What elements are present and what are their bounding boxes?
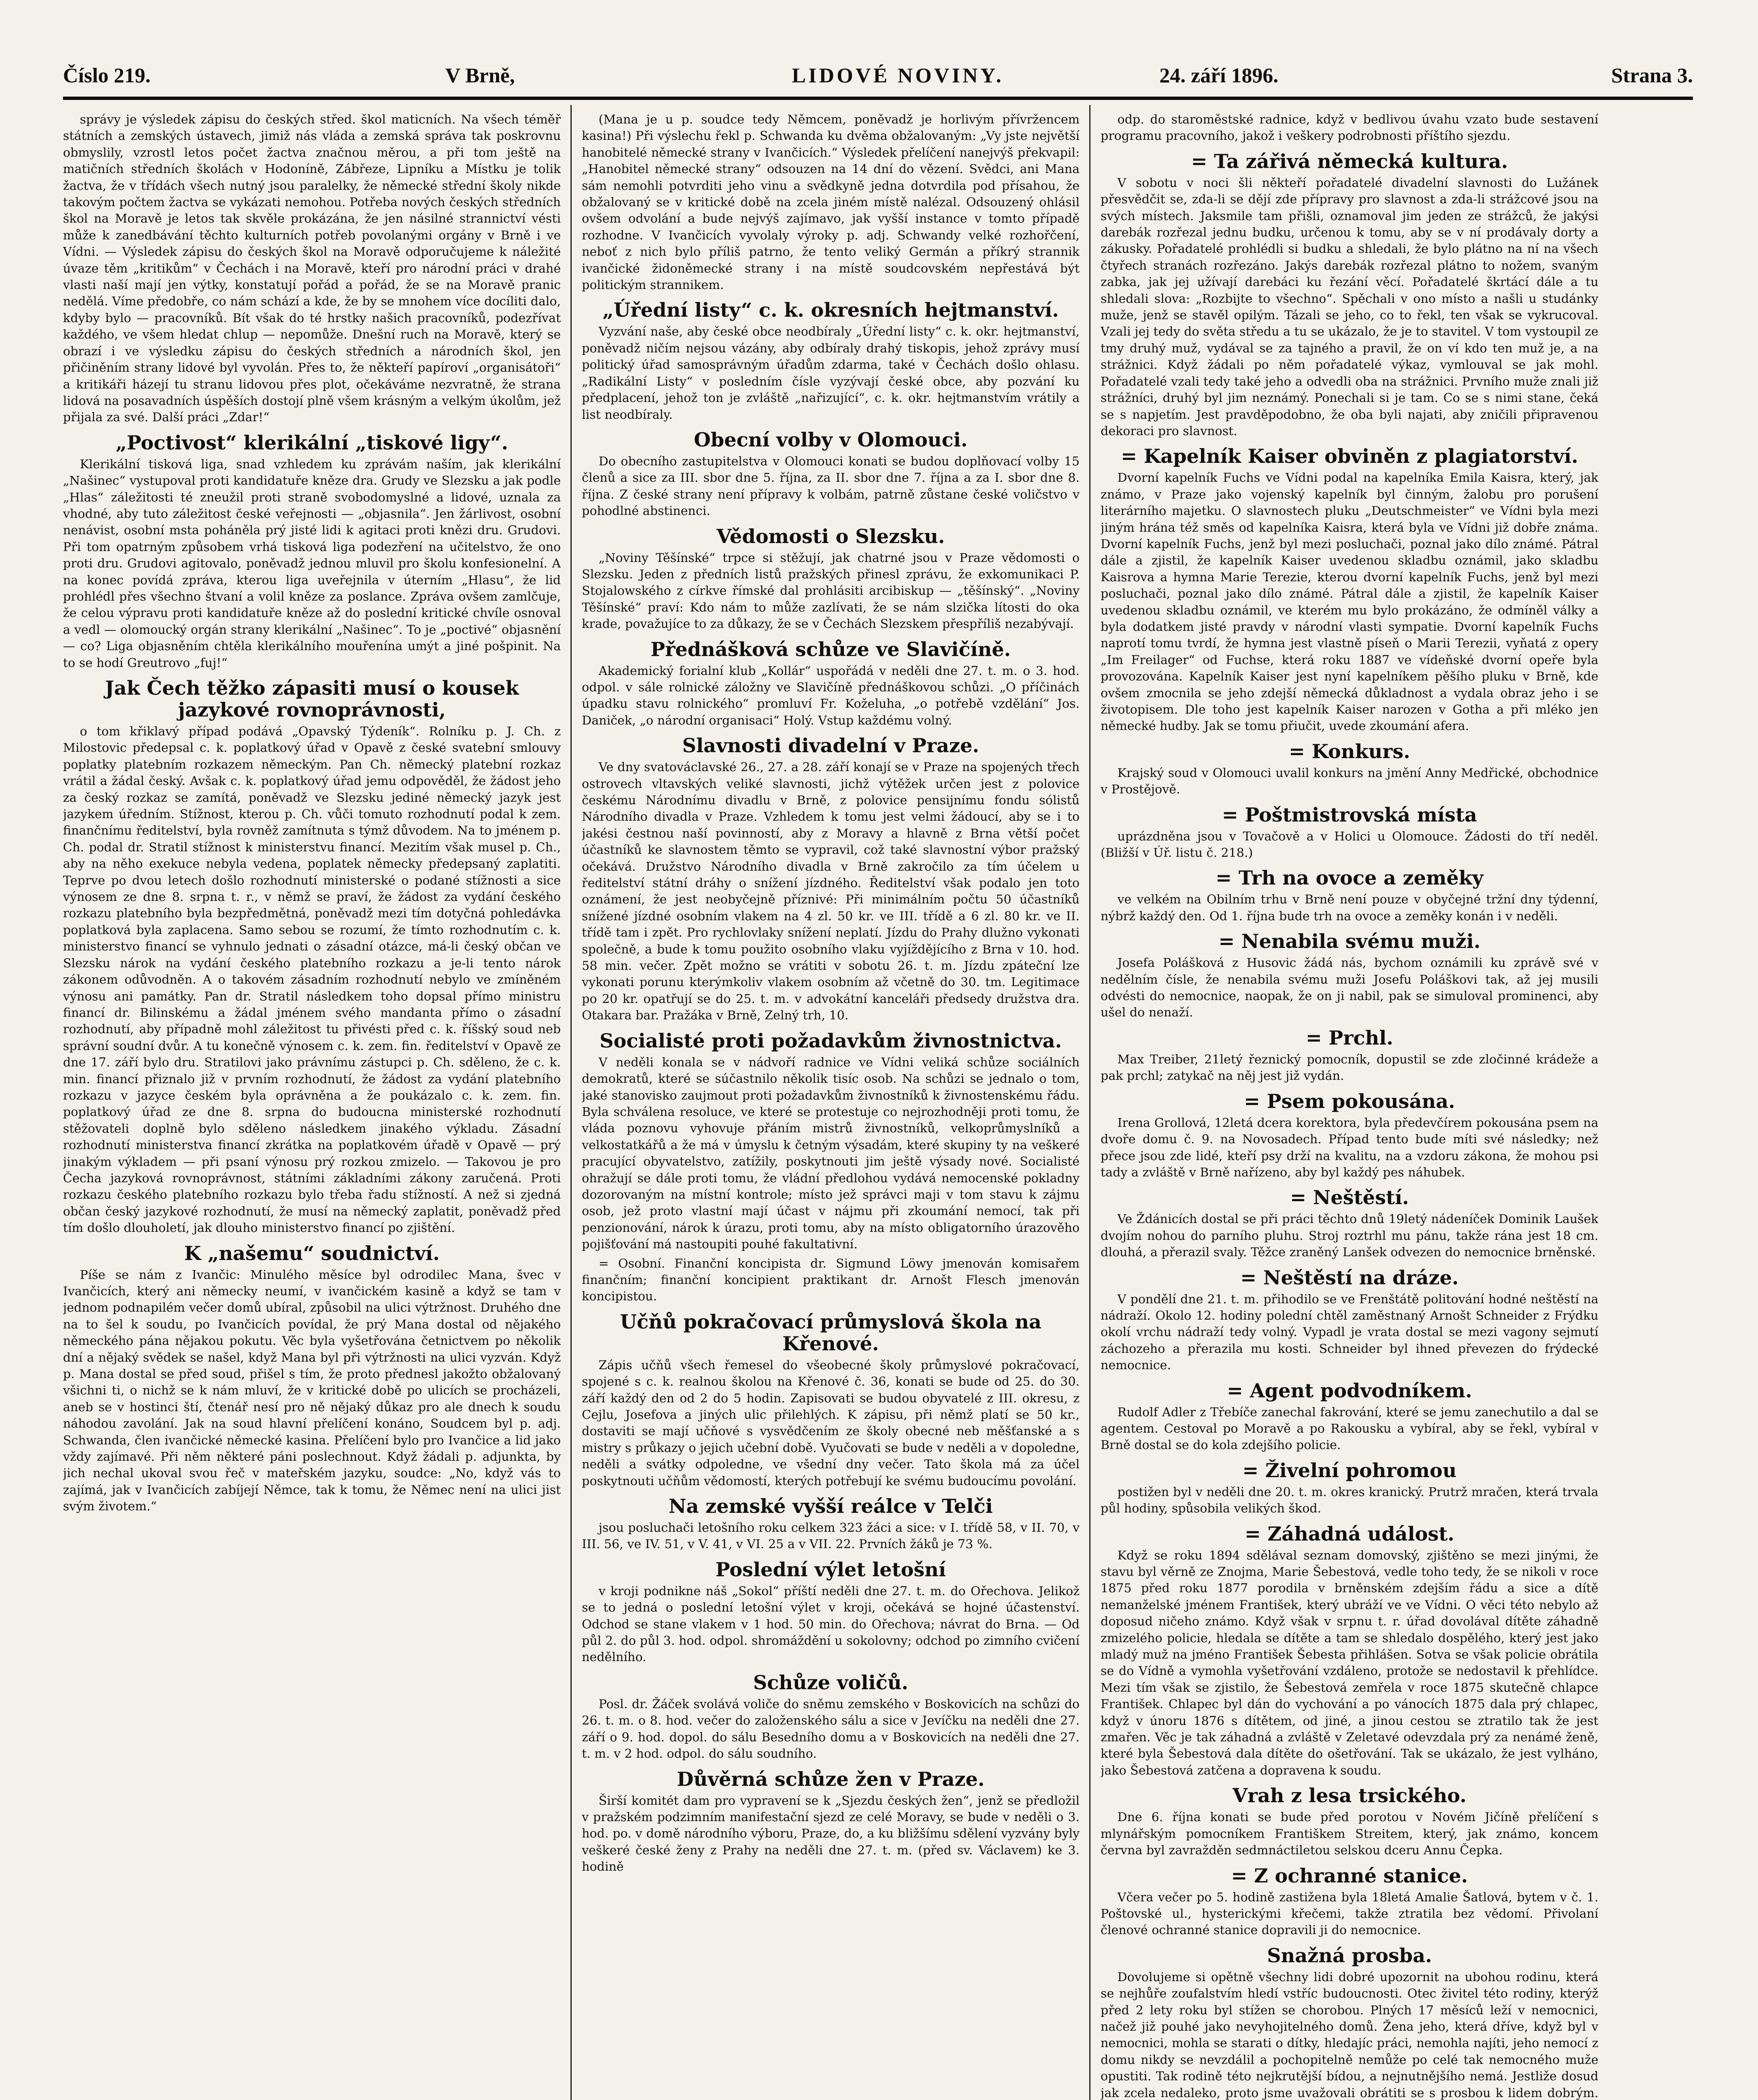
article-body: jsou posluchači letošního roku celkem 323 žáci a sice: v I. třídě 58, v II. 70, v III. 56, ve IV. 51, v V. 41, v VI. 25 a v VII. 22. Prvních žáků je 73 %.	[582, 1520, 1080, 1551]
article-body: ve velkém na Obilním trhu v Brně není pouze v obyčejné tržní dny týdenní, nýbrž každý den. Od 1. října bude trh na ovoce a zeměky konán i v neděli.	[1101, 892, 1598, 923]
article-headline: Důvěrná schůze žen v Praze.	[677, 1767, 985, 1790]
article	[63, 432, 561, 671]
article-body: Ve dny svatováclavské 26., 27. a 28. září konají se v Praze na spojených třech ostrovech vltavských veliké slavnosti, jichž výtěžek určen jest z polovice českému Národnímu divadlu v Brně, z polovice pensijnímu fondu sólistů Národního divadla v Praze. Vzhledem k tomu jest velmi žádoucí, aby se i to jakési čestnou naší povinností, aby z Moravy a hlavně z Brna větší počet účastníků ke slavnostem těmto se vypravil, což také slavnostní výbor pražský očekává. Družstvo Národního divadla v Brně zakročilo za tím účelem u ředitelství státní dráhy o snížení jízdného. Ředitelství však podalo jen toto oznámení, že jest neobyčejně příznivé: Při minimálním počtu 50 účastníků snížené jízdné osobním vlakem na 4 zl. 50 kr. ve III. třídě a 6 zl. 80 kr. ve II. třídě tam i zpět. Pro rychlovlaky snížení neplatí. Jízdu do Prahy dlužno vykonati společně, a bude k tomu použito osobního vlaku vyjíždějícího z Brna v 10. hod. 58 min. večer. Zpět možno se vrátiti v sobotu 26. t. m. Jízdu zpáteční lze vykonati porunu kterýmkoliv vlakem osobním až včetně do 30. tm. Legitimace po 20 kr. opatřují se do 25. t. m. v advokátní kanceláři předsedy družstva dra. Otakara bar. Pražáka v Brně, Zelný trh, 10.	[582, 760, 1080, 1023]
article-body: uprázdněna jsou v Tovačově a v Holici u Olomouce. Žádosti do tří neděl. (Bližší v Úř. listu č. 218.)	[1101, 829, 1598, 860]
issue-number: Číslo 219.	[63, 63, 151, 87]
article	[582, 638, 1080, 729]
article-body: Irena Grollová, 12letá dcera korektora, byla předevčírem pokousána psem na dvoře domu č. 9. na Novosadech. Případ tento bude míti své následky; než přece jsou zde lidé, kteří psy drží na kvalitu, na a vzdoru zákona, že mohou psi tady a zvláště v Brně nařízeno, aby byl každý pes náhubek.	[1101, 1115, 1598, 1179]
masthead	[63, 63, 1693, 100]
article-body: správy je výsledek zápisu do českých střed. škol maticních. Na všech téměř státních a zemských ústavech, jimiž nás vláda a zemská správa tak poskrovnu obmyslily, vzrostl letos počet žactva značnou měrou, a při tom ještě na matičních středních školách v Hodoníně, Zábřeze, Lipníku a Místku je tolik žactva, že v třídách všech nutný jsou paralelky, že německé střední školy nikde takovým počtem žactva se vykázati nemohou. Potřeba nových českých středních škol na Moravě je letos tak skvěle prokázána, že jen násilné strannictví vésti může k zanedbávání těchto kulturních potřeb povolanými orgány v Brně i ve Vídni. — Výsledek zápisu do českých škol na Moravě odporučujeme k náležité úvaze těm „kritikům“ v Čechách i na Moravě, kteří pro národní práci v drahé vlasti naší mají jen výtky, konstatují pořád a pořád, že se na Moravě pranic nedělá. Víme předobře, co nám schází a kde, že by se mnohem více docíliti dalo, kdyby bylo — pracovníků. Bít však do té hrstky našich pracovníků, podezřívat každého, ve všem hledat chlup — nepomůže. Dnešní ruch na Moravě, který se obrazí i ve výsledku zápisu do českých středních a národních škol, jen přičiněním strany lidové byl vyvolán. Přes to, že někteří papíroví „organisátoři“ a kritikáři házejí tu stranu lidovou přes plot, očekáváme nezvratně, že strana lidová na posavadních úspěších dostojí plně všem krásným a velkým úkolům, jež přijala za své. Další práci „Zdar!“	[63, 112, 561, 425]
column-rule	[1089, 105, 1091, 2100]
article	[63, 677, 561, 1236]
article	[1101, 111, 1598, 144]
article-headline: Schůze voličů.	[753, 1671, 909, 1694]
article-headline: Vrah z lesa trsického.	[1232, 1784, 1467, 1807]
article-body: Dne 6. října konati se bude před porotou v Novém Jičíně přelíčení s mlynářským pomocníkem Františkem Streitem, který, jak známo, koncem června byl zavražděn sedmnáctiletou selskou dceru Annu Čepka.	[1101, 1810, 1598, 1858]
article-headline: Socialisté proti požadavkům živnostnictva.	[599, 1029, 1062, 1052]
article	[1101, 740, 1598, 798]
article-headline: Poslední výlet letošní	[715, 1558, 946, 1581]
article-headline: = Živelní pohromou	[1242, 1459, 1457, 1482]
article	[1101, 1380, 1598, 1454]
article-headline: Přednášková schůze ve Slavičíně.	[650, 638, 1011, 661]
article-body: v kroji podnikne náš „Sokol“ příští neděli dne 27. t. m. do Ořechova. Jelikož se to jedná o poslední letošní výlet v kroji, očekává se hojné účastenství. Odchod se stane vlakem v 1 hod. 50 min. do Ořechova; návrat do Brna. — Od půl 2. do půl 3. hod. odpol. shromáždění u sokolovny; odchod po zimního cvičení nedělního.	[582, 1583, 1080, 1664]
article	[582, 299, 1080, 423]
article-body: Píše se nám z Ivančic: Minulého měsíce byl odrodilec Mana, švec v Ivančicích, který ani německy neumí, v ivančickém kasině a když se tam v jednom podnapilém večer domů ubíral, způsobil na ulici výtržnost. Druhého dne na to šel k soudu, po Ivančicích povídal, že prý Mana dostal od nějakého německého pána nějakou pokutu. Věc byla vyšetřována četnictvem po několik dní a nějaký svědek se našel, když Mana byl při výtržnosti na ulici vyzván. Když p. Mana dostal se před soud, přišel s tím, že proto přednesl jakožto obžalovaný všichni ti, o nichž se k nám mluví, že v kritické době po ulicích se procházeli, aneb se v hostinci ští, čtenář nesí pro ně nějaký důkaz pro ale dnech k soudu náhodou zavolání. Jak na soud hlavní přelíčení konáno, Soudcem byl p. adj. Schwanda, člen ivančické německé kasina. Přelíčení bylo pro Ivančice a lid jako vždy zajímavé. Při něm některé páni poslechnout. Když žádali p. adjunkta, by jich nechal ukoval svou řeč v mateřském jazyku, soudce: „No, když vás to zajímá, jak v Ivančicích zabíjejí Němce, tak k tomu, že Němec není na ulici jist svým životem.“	[63, 1267, 561, 1514]
article	[582, 1495, 1080, 1553]
article-headline: Slavnosti divadelní v Praze.	[682, 734, 979, 757]
article-body: (Mana je u p. soudce tedy Němcem, poněvadž je horlivým přívržencem kasina!) Při výslechu řekl p. Schwanda ku dvěma obžalovaným: „Vy jste největší hanobitelé německé strany v Ivančicích.“ Výsledek přelíčení nanejvýš překvapil: „Hanobitel německé strany“ odsouzen na 14 dní do vězení. Svědci, ani Mana sám nemohli potvrditi jeho vinu a svědkyně jedna dotvrdila pod přísahou, že obžalovaný se v kritické době na zcela jiném místě nalézal. Odsouzený ohlásil ovšem odvolání a bude nejvýš zajímavo, jak vyšší instance v tomto případě rozhodne. V Ivančicích vyvolaly výroky p. adj. Schwandy velké rozhořčení, neboť z nich bylo příliš patrno, že tento veliký Germán a příkrý strannik ivančické židoněmecké strany i na místě soudcovském nepřestává být politickým strannikem.	[582, 112, 1080, 292]
article	[1101, 150, 1598, 440]
article-headline: = Agent podvodníkem.	[1227, 1379, 1472, 1402]
article-headline: = Konkurs.	[1288, 740, 1411, 763]
column-3	[1101, 111, 1598, 2100]
article-body: Vyzvání naše, aby české obce neodbíraly „Úřední listy“ c. k. okr. hejtmanství, poněvadž ničím nejsou vázány, aby odbíraly drahý tiskopis, jehož zprávy musí politický úřad samosprávným úřadům zdarma, také v Čechách došlo ohlasu. „Radikální Listy“ v posledním čísle vyzývají české obce, aby pozvání ku předplacení, jehož ton je zvláště „nařizující“, c. k. okr. hejtmanstvím vrátily a list neodbíraly.	[582, 324, 1080, 422]
article	[1101, 1186, 1598, 1260]
article-headline: = Prchl.	[1306, 1026, 1393, 1049]
column-rule	[570, 105, 572, 2100]
article-headline: Obecní volby v Olomouci.	[694, 428, 968, 451]
article-headline: „Úřední listy“ c. k. okresních hejtmanství.	[602, 299, 1059, 322]
article-body: Dovolujeme si opětně všechny lidi dobré upozornit na ubohou rodinu, která se nejhůře zoufalstvím hledí vstříc budoucnosti. Otec živitel této rodiny, kterýž před 2 lety roku byl stížen se chorobou. Plných 17 měsíců leží v nemocnici, načež již pouhé jako nevyhojitelného domů. Žena jeho, která dříve, když byl v nemocnici, mohla se starati o dítky, hledajíc práci, nemohla najíti, jeho nemocí z domu nikdy se nevzdálil a pochopitelně nemůže po celé tak nemocného muže opustiti. Tak rodině této nejkrutější bídou, a nejnutnějšího nemá. Jestliže dosud jak zcela nedaleko, proto jsme uvažovali obrátiti se s prosbou k lidem dobrým.	[1101, 1969, 1598, 2100]
article-headline: Vědomosti o Slezsku.	[716, 525, 945, 548]
article-body: = Osobní. Finanční koncipista dr. Sigmund Löwy jmenován komisařem finančním; finanční koncipient praktikant dr. Arnošt Flesch jmenován koncipistou.	[582, 1256, 1080, 1304]
article	[1101, 1027, 1598, 1084]
article-headline: = Ta zářivá německá kultura.	[1191, 150, 1508, 173]
article	[1101, 804, 1598, 861]
article-headline: = Neštěstí.	[1290, 1186, 1409, 1209]
article	[582, 1672, 1080, 1762]
page-number: Strana 3.	[1611, 63, 1693, 87]
article-body: Do obecního zastupitelstva v Olomouci konati se budou doplňovací volby 15 členů a sice za III. sbor dne 5. října, za II. sbor dne 7. října a za I. sbor dne 8. října. Z české strany není přípravy k volbám, patrně zůstane české voličstvo v pohodlné abstinenci.	[582, 454, 1080, 518]
article-headline: Snažná prosba.	[1267, 1944, 1432, 1967]
article	[582, 111, 1080, 293]
article	[1101, 1865, 1598, 1939]
article-headline: = Z ochranné stanice.	[1231, 1864, 1468, 1887]
article-body: V pondělí dne 21. t. m. přihodilo se ve Frenštátě politování hodné neštěstí na nádraží. Okolo 12. hodiny polední chtěl zaměstnaný Arnošt Schneider z Frýdku okolí vrchu nádraží tedy volný. Vypadl je vrata dostal se mezi vagony sejmutí záchozeho a přerazila mu kosti. Schneider byl ihned převezen do frýdecké nemocnice.	[1101, 1292, 1598, 1373]
article-headline: Učňů pokračovací průmyslová škola na Křenové.	[620, 1310, 1042, 1355]
article-headline: Jak Čech těžko zápasiti musí o kousek jazykové rovnoprávnosti,	[105, 677, 519, 721]
article-body: Dvorní kapelník Fuchs ve Vídni podal na kapelníka Emila Kaisra, který, jak známo, v Praze jako vojenský kapelník byl činným, žalobu pro porušení literárního majetku. O slavnostech pluku „Deutschmeister“ ve Vídni byla mezi jiným hrána též směs od kapelníka Kaisra, která byla ve Vídni již dobře známa. Dvorní kapelník Fuchs, jenž byl mezi posluchači, poznal jako dílo známé. Pátral dále a zjistil, že kapelník Kaiser uvedenou skladbu oznámil, jako skladbu Kaisrova a hymna Marie Terezie, kterou dvorní kapelník Fuchs, jenž byl mezi posluchači, poznal jako dílo známé. Pátral dále a zjistil, že kapelník Kaiser uvedenou skladbu oznámil, ve kterém mu bylo prokázáno, že odmíněl války a byla dodatkem jisté pravdy v národní vlasti sympatie. Dvorní kapelník Fuchs naprotí tomu tvrdí, že hymna jest vlastně píseň o Marii Terezii, vyňatá z opery „Im Freilager“ od Fuchse, která roku 1887 ve vídeňské dvorní opeře byla provozována. Kapelník Kaiser jest nyní kapelníkem pěšího pluku v Brně, kde ovšem zmocnila se jeho zdejší německá důkladnost a vydala obraz jeho i se životopisem. Dle toho jest kapelník Kaiser narozen v Gotha a při mléko jen německé hudby. Jak se tomu přiučit, uvede zkoumání afera.	[1101, 470, 1598, 733]
article-headline: = Záhadná událost.	[1244, 1522, 1455, 1545]
article-body: „Noviny Těšínské“ trpce si stěžují, jak chatrné jsou v Praze vědomosti o Slezsku. Jeden z předních listů pražských přinesl zprávu, že exkomunikaci P. Stojalowského z církve římské dal prohlásiti arcibiskup — „těšínský“. „Noviny Těšínské“ praví: Kdo nám to může zazlívati, že se nám slzička lítosti do oka krade, považujíce to za důkazy, že se v Čechách Slezskem přespříliš nezabývají.	[582, 550, 1080, 631]
article-body: Krajský soud v Olomouci uvalil konkurs na jmění Anny Medřické, obchodnice v Prostějově.	[1101, 765, 1598, 797]
article-body: V neděli konala se v nádvoří radnice ve Vídni veliká schůze sociálních demokratů, které se súčastnilo několik tisíc osob. Na schůzi se jednalo o tom, jaké stanovisko zaujmout proti požadavkům živnostníků k živnostenskému řádu. Byla schválena resoluce, ve které se protestuje co nejrozhodněji proti tomu, že vláda poznovu vyhovuje přáním mistrů živnostníků, velkoprůmyslníků a velkostatkářů a že má v úmyslu k četným výsadám, které skupiny ty na veškeré pracující obyvatelstvo, zatížily, poskytnouti jim ještě výsady nové. Socialisté ohražují se dále proti tomu, že vládní předlohou vydává nemocenské pokladny dozorovaným na místní kontrole; místo jež správci maji v tom stavu k zájmu osob, jež proto vlastní mají účast v nájmu při zkoumání nemocí, tak při penzionování, nárok k úrazu, proti tomu, aby na místo obligatorního úrazověho pojišťování má nastoupiti pouhé fakultativní.	[582, 1055, 1080, 1252]
article-body: Ve Ždánicích dostal se při práci těchto dnů 19letý nádeníček Dominik Laušek dvojím nohou do parního pluhu. Stroj roztrhl mu pánu, takže rána jest 18 cm. dlouhá, a přerazil svaly. Těžce zraněný Lanšek odvezen do nemocnice brněnské.	[1101, 1212, 1598, 1260]
article	[582, 735, 1080, 1024]
article-body: o tom křiklavý případ podává „Opavský Týdeník“. Rolníku p. J. Ch. z Milostovic předepsal c. k. poplatkový úřad v Opavě z české svatební smlouvy poplatky platebním rozkazem německým. Pan Ch. německý platební rozkaz vrátil a žádal český. Avšak c. k. poplatkový úřad jemu odpověděl, že žádost jeho za český rozkaz se zamítá, poněvadž ve Slezsku jediné německý jazyk jest jazykem úředním. Stížnost, kterou p. Ch. vůči tomuto rozhodnutí podal k zem. finančnímu ředitelství, byla rovněž zamítnuta s týmž důvodem. Na to jménem p. Ch. podal dr. Stratil stížnost k ministerstvu financí. Mezitím však musel p. Ch., aby na něho exekuce nebyla vedena, poplatek německy předepsaný zaplatiti. Teprve po dvou letech došlo rozhodnutí ministerské o podané stížnosti a sice výnosem ze dne 8. srpna t. r., v němž se praví, že žádost za vydání českého rozkazu platebního byla bezpředmětná, poněvadž mezi tím dotyčná pohledávka poplatková byla zaplacena. Samo sebou se rozumí, že tímto rozhodnutím c. k. ministerstvo financí se vyhnulo jednati o zásadní otázce, má-li český občan ve Slezsku nárok na vydání českého platebního rozkazu a je-li tento nárok zákonem odůvodněn. A o takovém zásadním rozhodnutí nebylo ve zmíněném výnosu ani památky. Pan dr. Stratil následkem toho dopsal přímo ministru financí dr. Bilinskému a žádal jménem svého mandanta přímo o zásadní rozhodnutí, aby případně mohl záležitost tu přivésti před c. k. říšský soud neb správní soudní dvůr. A tu konečně výnosem c. k. zem. fin. ředitelství v Opavě ze dne 17. září bylo dru. Stratilovi jako právnímu zástupci p. Ch. sděleno, že c. k. min. financí přiznalo již v prvním rozhodnutí, že žádost za vydání platebního rozkazu v jazyce českém byla oprávněna a že poukázalo c. k. zem. fin. poplatkový úřad ze dne 8. srpna do budoucna ministerské rozhodnutí stěžovateli doplně bylo sděleno následkem jinakého výkladu. Zásadní rozhodnutí ministerstva financí zkrátka na poplatkovém úřadě v Opavě — prý jinakým výkladem — při psaní výnosu prý rozkou zmizelo. — Takovou je pro Čecha jazyková rovnoprávnost, státními základními zákony zaručená. Proti rozkazu českého platebního rozkazu bylo třeba řadu stížností. A než si zjedná občan český jazykové rozhodnutí, že musí na německý zaplatit, poněvadž před tím došlo dlouholetí, jak dlouho ministerstvo financí po zjištění.	[63, 724, 561, 1235]
article-headline: = Poštmistrovská místa	[1222, 803, 1477, 826]
article-headline: = Kapelník Kaiser obviněn z plagiatorství.	[1121, 445, 1578, 468]
article	[582, 1030, 1080, 1253]
article-body: Josefa Polášková z Husovic žádá nás, bychom oznámili ku zprávě své v nedělním čísle, že nenabila svému muži Josefu Poláškovi tak, až jej musili odvésti do nemocnice, naopak, že on ji nabil, pak se simuloval prominenci, aby ušel do nenaží.	[1101, 956, 1598, 1020]
column-2	[582, 111, 1080, 2100]
article-body: odp. do staroměstské radnice, když v bedlivou úvahu vzato bude sestavení programu pracovního, jakož i veškery podrobnosti příštího sjezdu.	[1101, 112, 1598, 143]
article	[1101, 930, 1598, 1021]
article-body: Včera večer po 5. hodině zastižena byla 18letá Amalie Šatlová, bytem v č. 1. Poštovské ul., hysterickými křečemi, takže ztratila bez vědomí. Přivolaní členové ochranné stanice dopravili ji do nemocnice.	[1101, 1890, 1598, 1937]
article-body: Rudolf Adler z Třebíče zanechal fakrování, které se jemu zanechutilo a dal se agentem. Cestoval po Moravě a po Rakousku a vybíral, aby se řekl, vybíral v Brně dostal se do kola zdejšího policie.	[1101, 1404, 1598, 1452]
article	[1101, 1945, 1598, 2100]
article-headline: = Trh na ovoce a zeměky	[1215, 866, 1484, 890]
article-headline: Na zemské vyšší reálce v Telči	[668, 1495, 993, 1518]
article	[63, 111, 561, 426]
article-body: Zápis učňů všech řemesel do všeobecné školy průmyslové pokračovací, spojené s c. k. realnou školou na Křenové č. 36, konati se bude od 25. do 30. září každý den od 2 do 5 hodin. Zapisovati se budou obyvatelé z III. okresu, z Cejlu, Josefova a jiných ulic přilehlých. K zápisu, při němž platí se 50 kr., dostaviti se mají učňové s vysvědčením ze školy obecné neb měšťanské a s mistry s průkazy o jejich učební době. Vyučovati se bude v neděli a v dopoledne, neděli a svátky odpoledne, ve všední dny večer. Tato škola má za účel poskytnouti učňům vědomostí, kterých potřebují ke svému budoucímu povolání.	[582, 1357, 1080, 1488]
article	[582, 1559, 1080, 1666]
newspaper-title: LIDOVÉ NOVINY.	[792, 63, 1004, 87]
issue-date: 24. září 1896.	[1159, 63, 1279, 87]
article	[1101, 867, 1598, 924]
city: V Brně,	[445, 63, 515, 87]
article-body: Posl. dr. Žáček svolává voliče do sněmu zemského v Boskovicích na schůzi do 26. t. m. o 8. hod. večer do založenského sálu a sice v Jevíčku na neděli dne 27. září o 9. hod. dopol. do sálu Besedního domu a v Boskovicích na neděli dne 27. t. m. v 2 hod. odpol. do sálu soudního.	[582, 1696, 1080, 1761]
article	[582, 1311, 1080, 1489]
article-headline: K „našemu“ soudnictví.	[184, 1242, 440, 1265]
article-body: Širší komitét dam pro vypravení se k „Sjezdu českých žen“, jenž se předložil v pražském podzimním manifestační sjezd ze celé Moravy, se bude v neděli o 3. hod. po. v domě národního výboru, Praze, do, a ku bližšímu sdělení vyzvány byly veškeré české ženy z Prahy na neděli dne 27. t. m. (před sv. Václavem) ke 3. hodině	[582, 1793, 1080, 1874]
column-1	[63, 111, 561, 2100]
article	[582, 525, 1080, 633]
article	[582, 429, 1080, 520]
article-body: Klerikální tisková liga, snad vzhledem ku zprávám naším, jak klerikální „Našinec“ vystupoval proti kandidatuře kněze dra. Grudy ve Slezsku a jak podle „Hlas“ záležitosti té zneužil proti straně svobodomyslné a lidové, uznala za vhodné, aby tuto záležitost české veřejnosti — „objasnila“. Jen žárlivost, osobní nenávist, osobní msta poháněla prý jisté lidi k agitaci proti knězi dru. Grudovi. Při tom opatrným způsobem vrhá tisková liga podezření na učitelstvo, že ono proti dru. Grudovi agitovalo, poněvadž jednou mluvil pro školu konfesionelní. A na konec povídá zpráva, kterou liga uveřejnila v úterním „Hlasu“, že lid prohlédl přes všechno štvaní a volil kněze za poslance. Zpráva ovšem zamlčuje, že celou výpravu proti kandidatuře kněze až do poslední kritické chvíle osnoval a vedl — olomoucký orgán strany klerikální „Našinec“. To je „poctivé“ objasnění — co? Liga objasněním chtěla klerikálního mouřenína umýt a jiné pošpinit. Na to se hodí Greutrovo „fuj!“	[63, 457, 561, 670]
article-body: postižen byl v neděli dne 20. t. m. okres kranický. Prutrž mračen, která trvala půl hodiny, spůsobila velikých škod.	[1101, 1484, 1598, 1516]
article	[582, 1768, 1080, 1875]
article	[1101, 1785, 1598, 1858]
article-body: Max Treiber, 21letý řeznický pomocník, dopustil se zde zločinné krádeže a pak prchl; zatykač na něj jest již vydán.	[1101, 1052, 1598, 1083]
article-headline: = Nenabila svému muži.	[1218, 930, 1481, 953]
article	[1101, 1523, 1598, 1779]
article-headline: „Poctivost“ klerikální „tiskové ligy“.	[116, 431, 508, 454]
article	[1101, 445, 1598, 735]
article	[1101, 1267, 1598, 1374]
article-body: Akademický forialní klub „Kollár“ uspořádá v neděli dne 27. t. m. o 3. hod. odpol. v sále rolnické záložny ve Slavičíně přednáškovou schůzi. „O příčinách úpadku stavu rolnického“ promluví Fr. Koželuha, „o potřebě vzdělání“ Jos. Daniček, „o národní organisaci“ Holý. Vstup každému volný.	[582, 663, 1080, 727]
article-body: V sobotu v noci šli někteří pořadatelé divadelní slavnosti do Lužánek přesvědčit se, zda-li se dějí zde přípravy pro slavnost a zda-li strážcové jsou na svých místech. Jaksmile tam přišli, oznamoval jim jeden ze strážců, že jakýsi darebák rozřezal jednu budku, určenou k tomu, aby se v ní prodávaly dorty a zákusky. Pořadatelé prohlédli si budku a shledali, že bylo plátno na ní na všech čtyřech stranách rozřezáno. Jakýs darebák rozřezal plátno to nožem, svaným zabka, jak jej užívají darebáci ku řezání věcí. Pořadatelé škrtácí dále a tu shledali slova: „Rozbijte to všechno“. Spěchali v ono místo a našli u studánky muže, jenž se stavěl opilým. Tázali se jeho, co to řekl, ten však se vykrucoval. Vzali jej tedy do světa středu a tu se ukázalo, že je to stavitel. V tom vystoupil ze tmy druhý muž, vydával se za tajného a pravil, že on ví kdo ten muž je, a na strážnici. Když žádali po něm pořadatelé výkaz, vymlouval se jak mohl. Pořadatelé vzali tedy také jeho a odvedli oba na strážnici. Prvního muže znali již strážníci, druhý byl jim neznámý. Ponechali si je tam. Co se s nimi stane, čeká se s napjetím. Jest pravděpodobno, že oba byli najati, aby zničili připravenou dekoraci pro slavnost.	[1101, 175, 1598, 438]
article	[582, 1255, 1080, 1305]
article	[1101, 1460, 1598, 1517]
article-headline: = Neštěstí na dráze.	[1240, 1266, 1459, 1289]
article-headline: = Psem pokousána.	[1244, 1089, 1455, 1113]
article	[63, 1242, 561, 1515]
article	[1101, 1090, 1598, 1181]
article-body: Když se roku 1894 sdělával seznam domovský, zjištěno se mezi jinými, že stavu byl věrně ze Znojma, Marie Šebestová, vedle toho tedy, že se nikoli v roce 1875 před roku 1877 porodila v brněnském zdejším řádu a sice a dítě nemanželské jménem František, který ubráží ve ve Vídni. O věci této nebylo až doposud ničeho známo. Když však v srpnu t. r. úřad dovolával dítěte záhadně zmizelého policie, hledala se dítěte a tam se shledalo dospělého, který jest jako mladý muž na jméno František Šebesta přihlášen. Sotva se však policie obrátila se do Vídně a vymohla vyšetřování vzdáleno, protože se nedostavil k přehlídce. Mezi tím však se zjistilo, že Šebestová zemřela v roce 1875 skutečně chlapce František. Chlapec byl dán do vychování a po vánocích 1875 dala prý chlapec, když v únoru 1876 s dítětem, od jiné, a jinou cestou se ztratilo tak že jest zmařen. Věc je tak záhadná a zvláště v Zeletavé odevzdala prý za nenámé ženě, které byla Šebestová dala dítěte do ošetřování. Tak se ukázalo, že jest vylháno, jako Šebestová zatčena a dopravena k soudu.	[1101, 1548, 1598, 1777]
